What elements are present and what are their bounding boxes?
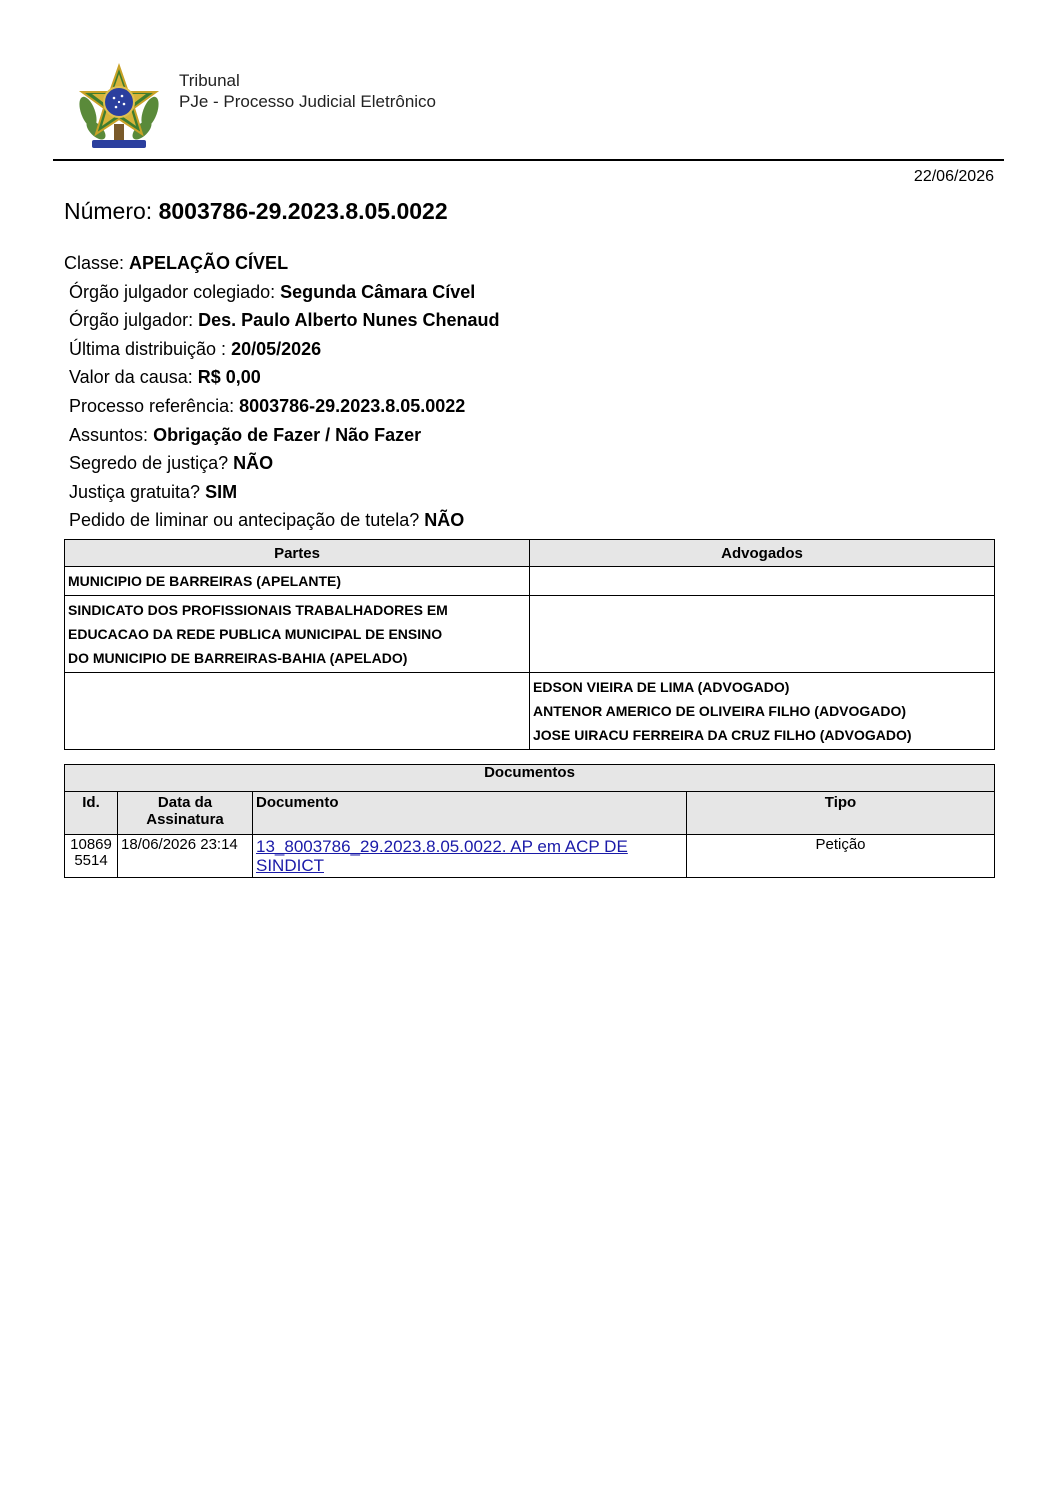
header-data-line-1: Data da [157,794,213,811]
field-value: R$ 0,00 [197,367,261,388]
parte-line: MUNICIPIO DE BARREIRAS (APELANTE) [68,573,342,589]
advogado-line: EDSON VIEIRA DE LIMA (ADVOGADO) [533,679,790,695]
header-documento: Documento [253,792,687,835]
process-fields [64,249,499,535]
doc-link-line-2[interactable]: SINDICT [256,856,324,875]
field-label: Pedido de liminar ou antecipação de tutela? [69,510,420,531]
document-date: 22/06/2026 [913,168,994,185]
header-advogados: Advogados [530,540,995,567]
field-value: NÃO [233,453,274,474]
process-number-label: Número: [64,198,153,224]
field-label: Valor da causa: [69,367,193,388]
field-value: SIM [205,481,238,502]
field-classe [64,249,499,278]
field-label: Processo referência: [69,395,235,416]
advogado-line: JOSE UIRACU FERREIRA DA CRUZ FILHO (ADVOGADO) [533,727,912,743]
field-label: Órgão julgador colegiado: [69,281,276,302]
header-tipo: Tipo [687,792,995,835]
doc-tipo: Petição [687,835,995,878]
doc-data-assinatura: 18/06/2026 23:14 [118,835,253,878]
page-header [0,0,1058,162]
table-row [65,673,995,750]
parte-line: DO MUNICIPIO DE BARREIRAS-BAHIA (APELADO) [68,650,408,666]
field-ultima-distribuicao [64,335,499,364]
header-partes: Partes [65,540,530,567]
process-number [64,198,448,225]
doc-id-line-2: 5514 [74,852,108,869]
field-orgao-colegiado [64,278,499,307]
field-valor-causa [64,363,499,392]
parte-cell [65,673,530,750]
parte-line: EDUCACAO DA REDE PUBLICA MUNICIPAL DE ENSINO [68,626,443,642]
doc-link-line-1[interactable]: 13_8003786_29.2023.8.05.0022. AP em ACP DE [256,837,628,856]
field-value: Des. Paulo Alberto Nunes Chenaud [198,310,500,331]
field-assuntos [64,421,499,450]
parte-line: SINDICATO DOS PROFISSIONAIS TRABALHADORES EM [68,602,448,618]
field-label: Assuntos: [69,424,149,445]
documentos-caption: Documentos [65,765,995,792]
documentos-caption-row [65,765,995,792]
field-value: 8003786-29.2023.8.05.0022 [239,395,466,416]
field-label: Órgão julgador: [69,310,194,331]
documentos-header-row [65,792,995,835]
advogado-cell [530,567,995,596]
doc-id [65,835,118,878]
header-id: Id. [65,792,118,835]
advogado-line: ANTENOR AMERICO DE OLIVEIRA FILHO (ADVOGADO) [533,703,907,719]
partes-header-row [65,540,995,567]
field-orgao-julgador [64,306,499,335]
field-value: APELAÇÃO CÍVEL [129,253,289,273]
header-title [179,70,436,112]
table-row [65,835,995,878]
field-label: Segredo de justiça? [69,453,229,474]
field-processo-referencia [64,392,499,421]
header-line-2: PJe - Processo Judicial Eletrônico [179,92,437,111]
field-label: Classe: [64,253,125,273]
advogado-cell [530,596,995,673]
field-value: Segunda Câmara Cível [280,281,476,302]
table-row [65,596,995,673]
field-label: Última distribuição : [69,338,227,359]
doc-link[interactable] [256,837,683,875]
partes-table [64,539,995,750]
table-row [65,567,995,596]
brazil-coat-of-arms-icon [74,62,164,156]
header-data-assinatura [118,792,253,835]
field-segredo-justica [64,449,499,478]
doc-documento-cell [253,835,687,878]
field-value: Obrigação de Fazer / Não Fazer [153,424,422,445]
parte-cell [65,596,530,673]
advogado-cell [530,673,995,750]
field-value: 20/05/2026 [231,338,322,359]
header-divider [53,159,1004,161]
process-number-value: 8003786-29.2023.8.05.0022 [158,198,448,224]
field-value: NÃO [424,510,465,531]
documentos-table [64,764,995,878]
header-data-line-2: Assinatura [146,811,224,828]
doc-id-line-1: 10869 [70,836,112,853]
parte-cell [65,567,530,596]
field-justica-gratuita [64,478,499,507]
field-label: Justiça gratuita? [69,481,201,502]
field-pedido-liminar [64,506,499,535]
header-line-1: Tribunal [179,71,240,90]
